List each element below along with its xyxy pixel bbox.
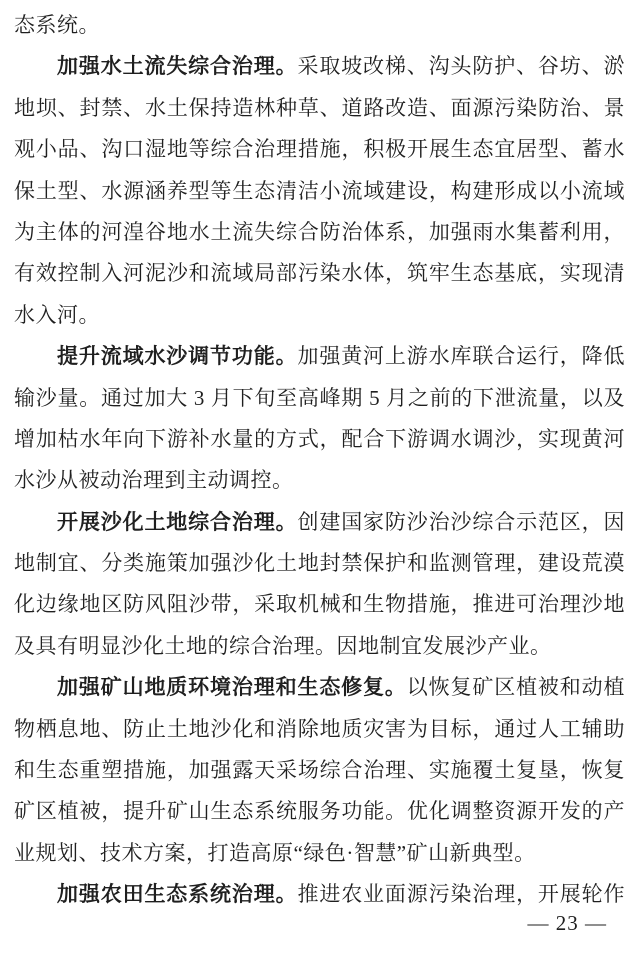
- text-line: [14, 419, 625, 460]
- body-text: 及具有明显沙化土地的综合治理。因地制宜发展沙产业。: [14, 633, 552, 658]
- text-line: [14, 5, 625, 46]
- paragraph: [14, 336, 625, 502]
- text-line: [14, 709, 625, 750]
- body-text: 增加枯水年向下游补水量的方式，配合下游调水调沙，实现黄河: [14, 426, 625, 451]
- body-text: 创建国家防沙治沙综合示范区，因: [297, 509, 626, 534]
- text-line: [14, 460, 625, 501]
- text-line: [14, 88, 625, 129]
- body-text: 和生态重塑措施，加强露天采场综合治理、实施覆土复垦，恢复: [14, 758, 625, 783]
- body-text: 地制宜、分类施策加强沙化土地封禁保护和监测管理，建设荒漠: [14, 551, 625, 576]
- text-block: [14, 5, 625, 916]
- text-line: [14, 46, 625, 87]
- body-text: 加强黄河上游水库联合运行，降低: [297, 344, 626, 369]
- paragraph: [14, 5, 625, 46]
- body-text: 态系统。: [14, 13, 100, 37]
- page-number: — 23 —: [527, 911, 607, 935]
- text-line: [14, 253, 625, 294]
- bold-lead-text: 开展沙化土地综合治理。: [57, 510, 298, 534]
- body-text: 地坝、封禁、水土保持造林种草、道路改造、面源污染防治、景: [14, 95, 625, 120]
- body-text: 物栖息地、防止土地沙化和消除地质灾害为目标，通过人工辅助: [14, 716, 625, 741]
- text-line: [14, 171, 625, 212]
- body-text: 水沙从被动治理到主动调控。: [14, 468, 294, 493]
- text-line: [14, 336, 625, 377]
- body-text: 业规划、技术方案，打造高原“绿色·智慧”矿山新典型。: [14, 840, 536, 865]
- text-line: [14, 750, 625, 791]
- body-text: 推进农业面源污染治理，开展轮作: [297, 882, 626, 907]
- bold-lead-text: 加强水土流失综合治理。: [57, 55, 298, 79]
- paragraph: [14, 46, 625, 336]
- body-text: 化边缘地区防风阻沙带，采取机械和生物措施，推进可治理沙地: [14, 592, 625, 617]
- paragraph: [14, 502, 625, 668]
- body-text: 矿区植被，提升矿山生态系统服务功能。优化调整资源开发的产: [14, 799, 625, 824]
- bold-lead-text: 提升流域水沙调节功能。: [57, 345, 298, 369]
- body-text: 水入河。: [14, 302, 100, 327]
- text-line: [14, 667, 625, 708]
- text-line: [14, 212, 625, 253]
- text-line: [14, 833, 625, 874]
- text-line: [14, 295, 625, 336]
- body-text: 有效控制入河泥沙和流域局部污染水体，筑牢生态基底，实现清: [14, 261, 625, 286]
- body-text: 采取坡改梯、沟头防护、谷坊、淤: [297, 54, 626, 79]
- bold-lead-text: 加强矿山地质环境治理和生态修复。: [57, 676, 407, 700]
- text-line: [14, 543, 625, 584]
- body-text: 为主体的河湟谷地水土流失综合防治体系，加强雨水集蓄利用，: [14, 219, 625, 244]
- text-line: [14, 791, 625, 832]
- text-line: [14, 129, 625, 170]
- body-text: 观小品、沟口湿地等综合治理措施，积极开展生态宜居型、蓄水: [14, 137, 625, 162]
- text-line: [14, 584, 625, 625]
- body-text: 以恢复矿区植被和动植: [406, 675, 626, 700]
- bold-lead-text: 加强农田生态系统治理。: [57, 883, 298, 907]
- text-line: [14, 378, 625, 419]
- body-text: 保土型、水源涵养型等生态清洁小流域建设，构建形成以小流域: [14, 178, 625, 203]
- body-text: 输沙量。通过加大 3 月下旬至高峰期 5 月之前的下泄流量，以及: [14, 385, 625, 410]
- text-line: [14, 502, 625, 543]
- paragraph: [14, 667, 625, 874]
- text-line: [14, 626, 625, 667]
